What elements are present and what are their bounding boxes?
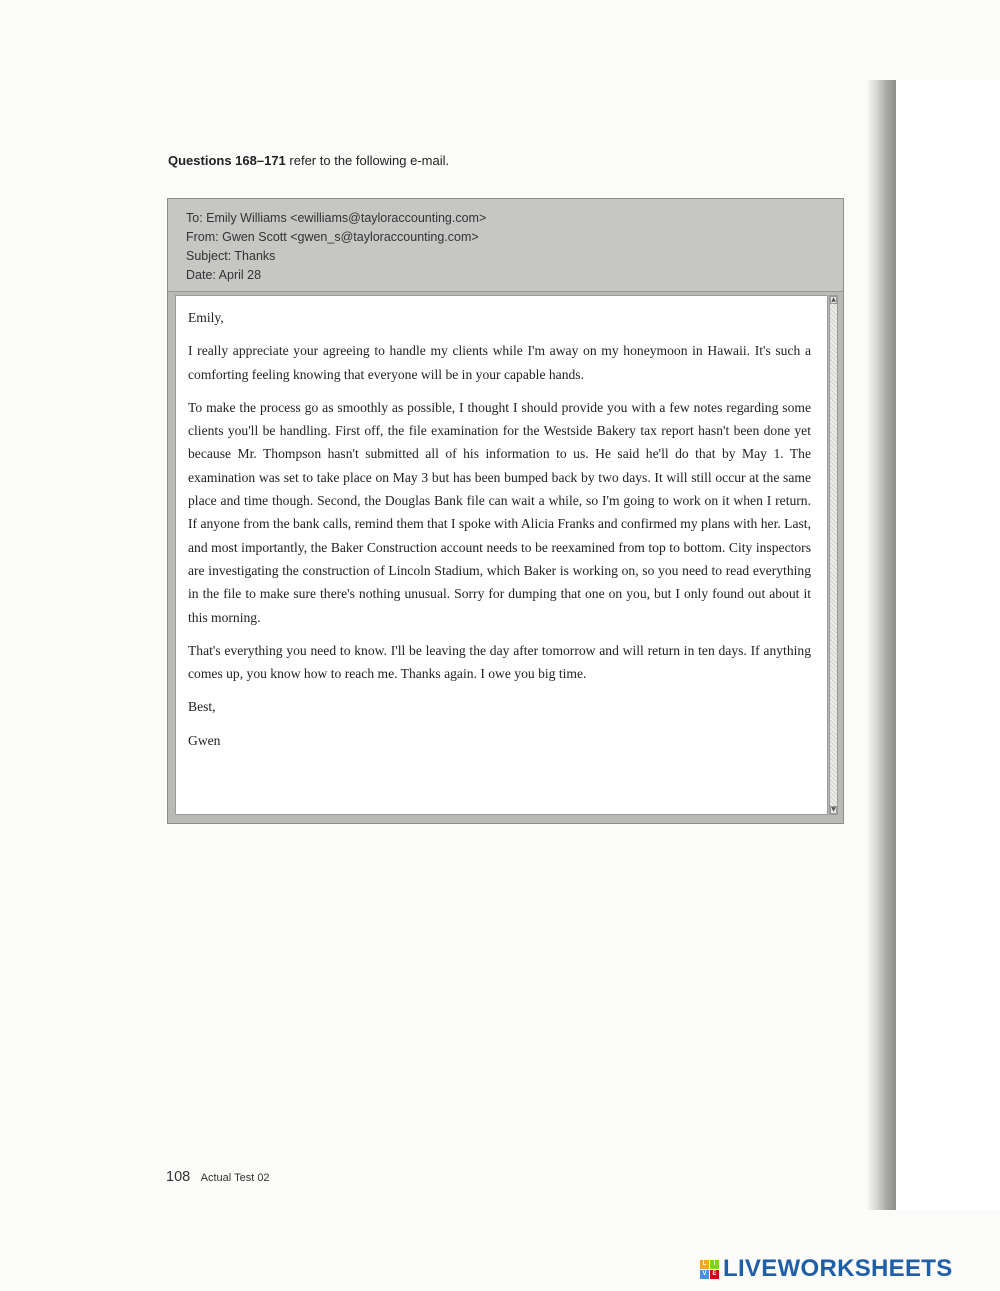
- email-to: To: Emily Williams <ewilliams@tayloraccounting.com>: [186, 211, 487, 225]
- page-binding-shadow: [868, 80, 896, 1210]
- scroll-down-arrow-icon[interactable]: ▼: [831, 806, 836, 813]
- brand-name: LIVEWORKSHEETS: [723, 1255, 953, 1282]
- question-heading: [168, 153, 449, 168]
- page-number: 108: [166, 1169, 191, 1185]
- scroll-up-arrow-icon[interactable]: ▲: [831, 296, 836, 303]
- email-paragraph: I really appreciate your agreeing to handle my clients while I'm away on my honeymoon in Hawaii. It's such a comforting feeling knowing that everyone will be in your capable hands.: [188, 343, 811, 382]
- liveworksheets-brand: [700, 1255, 953, 1283]
- brand-logo-icon: [700, 1260, 719, 1279]
- email-paragraph: That's everything you need to know. I'll be leaving the day after tomorrow and will return in ten days. If anything comes up, you know how to reach me. Thanks again. I owe you big time.: [188, 642, 811, 682]
- question-range: Questions 168–171: [168, 153, 286, 168]
- email-header: [168, 199, 843, 292]
- email-date: Date: April 28: [186, 268, 262, 282]
- email-greeting: Emily,: [188, 310, 224, 325]
- email-body: [175, 295, 828, 815]
- logo-letter: I: [710, 1260, 719, 1269]
- page-margin: [896, 80, 1000, 1210]
- email-paragraph: To make the process go as smoothly as possible, I thought I should provide you with a few notes regarding some clients you'll be handling. First off, the file examination for the Westside Bakery tax report hasn't been done yet because Mr. Thompson hasn't submitted all of his information to us. He said he'll do that by May 1. The examination was set to take place on May 3 but has been bumped back by two days. It will still occur at the same place and time though. Second, the Douglas Bank file can wait a while, so I'm going to work on it when I return. If anyone from the bank calls, remind them that I spoke with Alicia Franks and confirmed my plans with her. Last, and most importantly, the Baker Construction account needs to be reexamined from top to bottom. City inspectors are investigating the construction of Lincoln Stadium, which Baker is working on, so you need to read everything in the file to make sure there's nothing unusual. Sorry for dumping that one on you, but I only found out about it this morning.: [188, 399, 811, 625]
- email-subject: Subject: Thanks: [186, 249, 276, 263]
- question-instruction: refer to the following e-mail.: [285, 153, 450, 168]
- logo-letter: L: [700, 1260, 709, 1269]
- email-signature: Gwen: [188, 732, 221, 748]
- email-from: From: Gwen Scott <gwen_s@tayloraccounting.com>: [186, 230, 479, 244]
- email-scrollbar[interactable]: [829, 295, 838, 815]
- logo-letter: V: [700, 1270, 709, 1279]
- test-label: Actual Test 02: [200, 1172, 270, 1184]
- logo-letter: E: [710, 1270, 719, 1279]
- email-window: [167, 198, 844, 824]
- email-closing: Best,: [188, 699, 216, 715]
- page-footer: [166, 1168, 270, 1186]
